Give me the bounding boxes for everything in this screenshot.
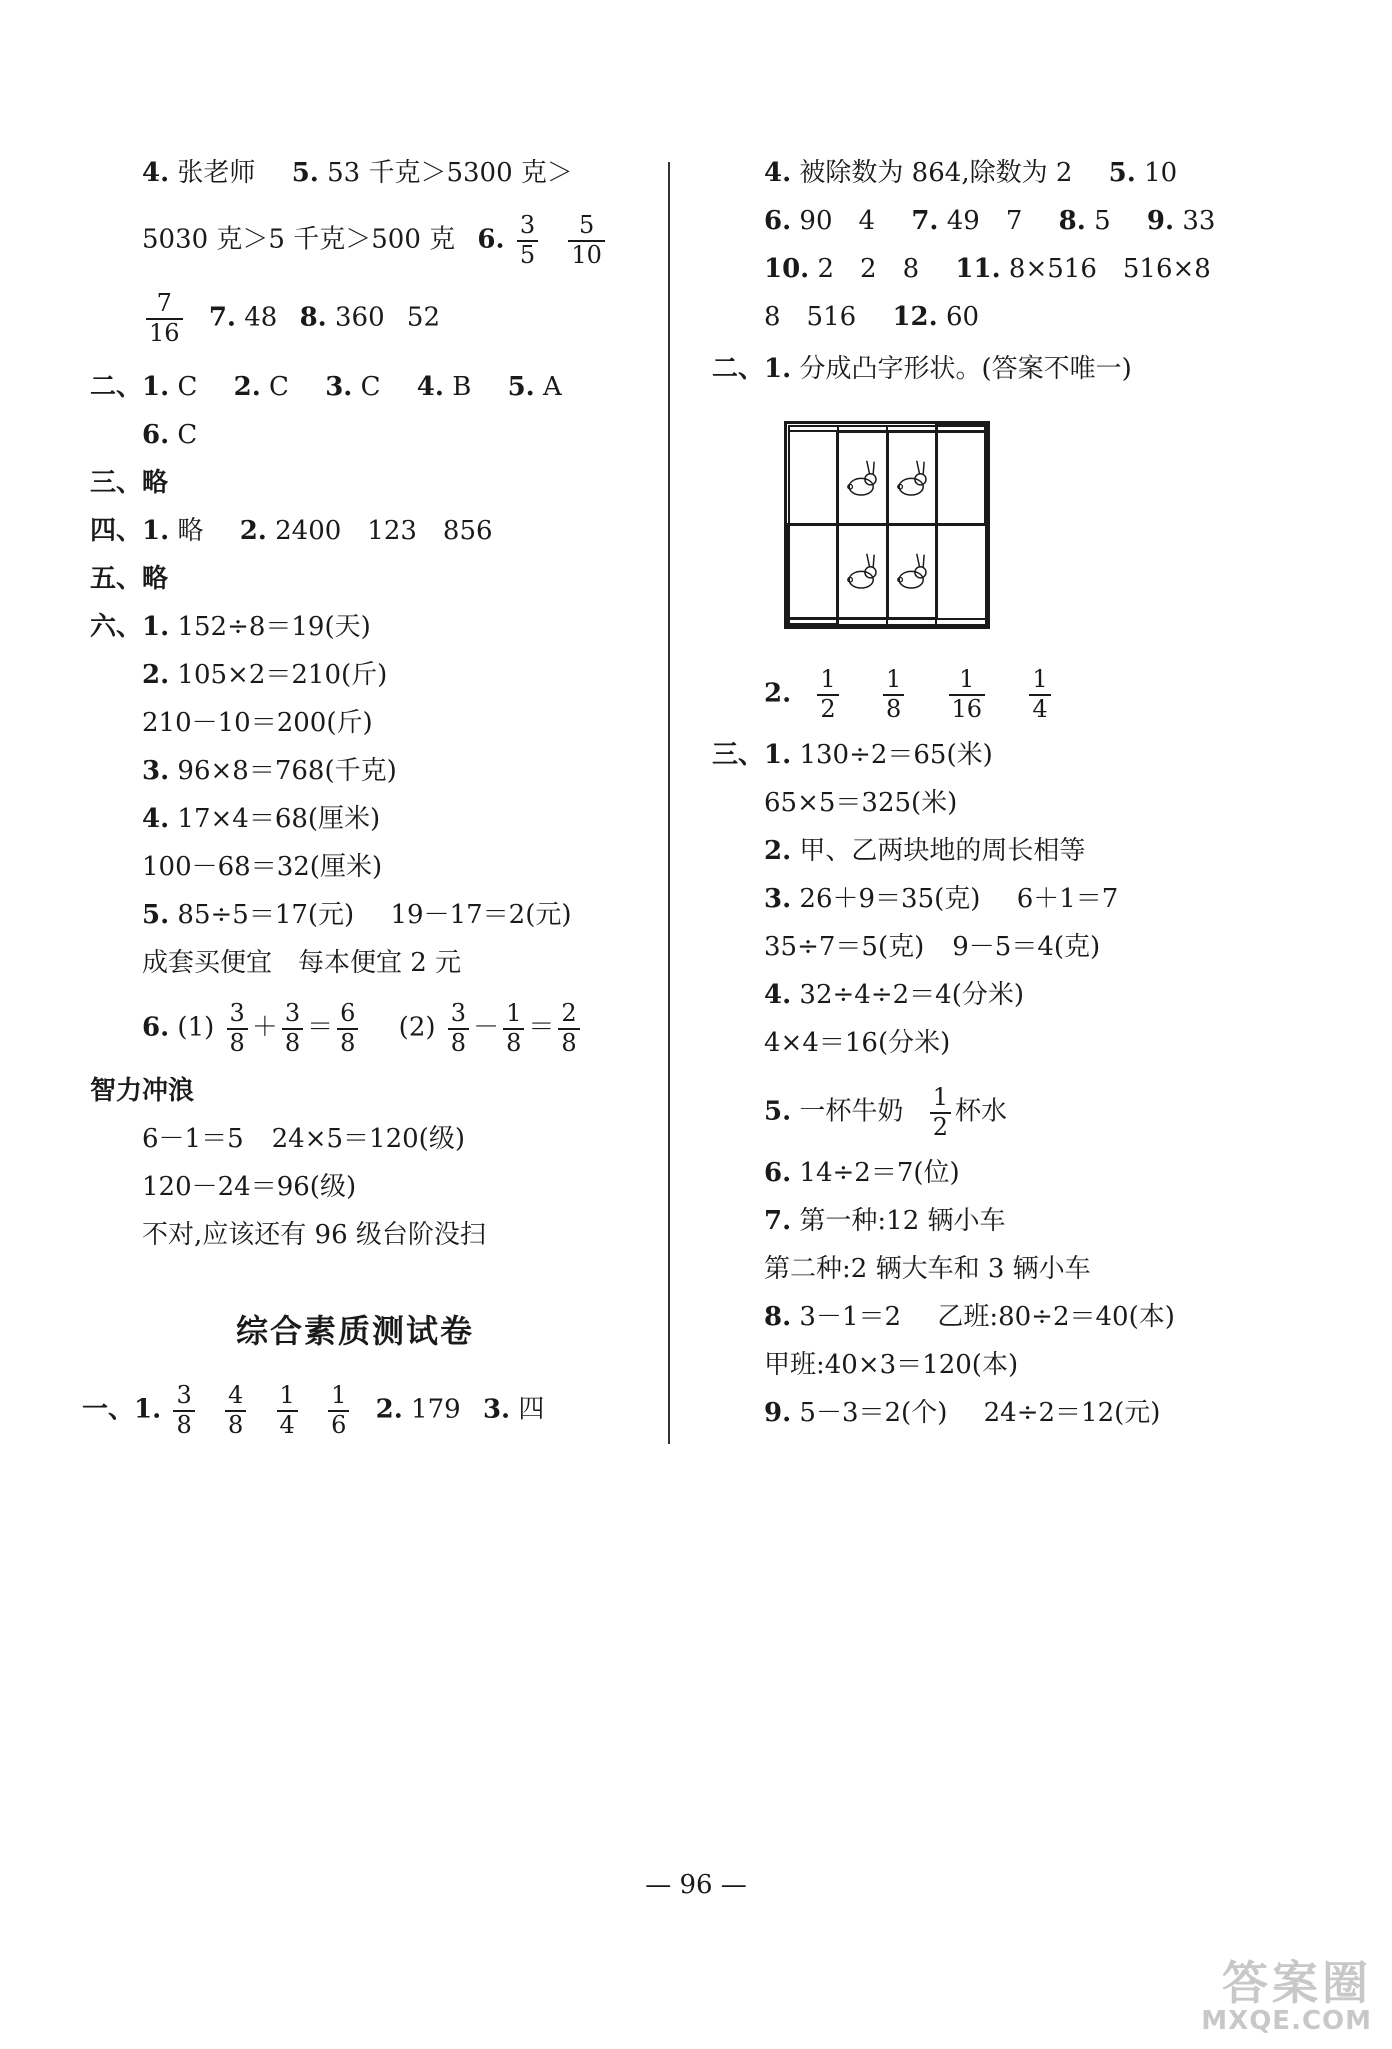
left-line-19: 6－1＝5 24×5＝120(级) bbox=[142, 1124, 465, 1154]
section-label: 四、 bbox=[90, 516, 143, 546]
section-label: 二、 bbox=[90, 372, 143, 402]
right-line-15: 6. 14÷2＝7(位) bbox=[764, 1158, 960, 1188]
left-line-11: 210－10＝200(斤) bbox=[142, 708, 373, 738]
rabbit-icon bbox=[889, 433, 935, 524]
page-number: — 96 — bbox=[645, 1870, 747, 1900]
right-line-18: 8. 3－1＝2 乙班:80÷2＝40(本) bbox=[764, 1302, 1175, 1332]
answer-text: 52 bbox=[406, 302, 441, 333]
left-line-15: 5. 85÷5＝17(元) 19－17＝2(元) bbox=[142, 900, 572, 930]
left-line-1 bbox=[142, 160, 573, 186]
fraction: $\frac{3}{5}$ bbox=[517, 212, 538, 269]
watermark-url: MXQE.COM bbox=[1201, 2005, 1372, 2036]
right-line-10: 3. 26＋9＝35(克) 6＋1＝7 bbox=[764, 884, 1119, 914]
answer-text: 360 bbox=[335, 302, 385, 333]
answer-text: 5030 克＞5 千克＞500 克 bbox=[142, 224, 456, 255]
item-number: 7. bbox=[208, 302, 236, 333]
left-line-16: 成套买便宜 每本便宜 2 元 bbox=[142, 948, 462, 978]
right-line-6: 2. $\frac{1}{2}$ $\frac{1}{8}$ $\frac{1}{16}$ $\frac{1}{4}$ bbox=[764, 666, 1055, 723]
left-line-8: 五、略 bbox=[90, 564, 169, 594]
section-heading: 智力冲浪 bbox=[90, 1076, 195, 1106]
left-line-3 bbox=[142, 290, 440, 347]
left-line-22: 一、1. $\frac{3}{8}$ $\frac{4}{8}$ $\frac{1}{4}$ $\frac{1}{6}$ 2. 179 3. 四 bbox=[82, 1381, 545, 1439]
section-title: 综合素质测试卷 bbox=[236, 1312, 475, 1350]
right-line-19: 甲班:40×3＝120(本) bbox=[764, 1350, 1019, 1380]
right-line-16: 7. 第一种:12 辆小车 bbox=[764, 1206, 1006, 1236]
right-line-2: 6. 90 4 7. 49 7 8. 5 9. 33 bbox=[764, 206, 1216, 236]
right-line-9: 2. 甲、乙两块地的周长相等 bbox=[764, 836, 1086, 866]
right-line-12: 4. 32÷4÷2＝4(分米) bbox=[764, 980, 1024, 1010]
rabbit-icon bbox=[839, 433, 885, 524]
item-number: 4. bbox=[142, 158, 170, 188]
left-line-9: 六、1. 152÷8＝19(天) bbox=[90, 612, 371, 642]
watermark bbox=[1201, 1956, 1372, 2036]
right-line-20: 9. 5－3＝2(个) 24÷2＝12(元) bbox=[764, 1398, 1161, 1428]
rabbit-icon bbox=[889, 526, 935, 617]
left-line-20: 120－24＝96(级) bbox=[142, 1172, 357, 1202]
left-line-13: 4. 17×4＝68(厘米) bbox=[142, 804, 381, 834]
left-line-18 bbox=[90, 1078, 194, 1104]
right-line-7: 三、1. 130÷2＝65(米) bbox=[712, 740, 993, 770]
left-line-17: 6. (1) $\frac{3}{8}$ ＋ $\frac{3}{8}$ ＝ $\frac{6}{8}$ (2) $\frac{3}{8}$ － $\frac{1}{8}$ ＝ $\frac{2}{8}$ bbox=[142, 1000, 584, 1057]
right-line-1: 4. 被除数为 864,除数为 2 5. 10 bbox=[764, 158, 1178, 188]
item-number: 5. bbox=[291, 158, 319, 188]
column-divider bbox=[668, 162, 670, 1444]
right-line-13: 4×4＝16(分米) bbox=[764, 1028, 951, 1058]
right-line-8: 65×5＝325(米) bbox=[764, 788, 958, 818]
left-line-4: 二、1. C 2. C 3. C 4. B 5. A bbox=[90, 372, 562, 402]
item-number: 8. bbox=[299, 302, 327, 333]
rabbit-icon bbox=[839, 526, 885, 617]
left-line-2 bbox=[142, 212, 609, 269]
section-label: 六、 bbox=[90, 612, 143, 642]
left-line-14: 100－68＝32(厘米) bbox=[142, 852, 383, 882]
section-label: 二、 bbox=[712, 354, 765, 384]
section-label: 三、 bbox=[90, 468, 143, 498]
right-line-3: 10. 2 2 8 11. 8×516 516×8 bbox=[764, 254, 1211, 284]
fraction: $\frac{7}{16}$ bbox=[146, 290, 183, 347]
fraction: $\frac{5}{10}$ bbox=[568, 212, 605, 269]
watermark-logo: 答案圈 bbox=[1222, 1956, 1372, 2011]
right-line-5: 二、1. 分成凸字形状。(答案不唯一) bbox=[712, 354, 1132, 384]
answer-text: 53 千克＞5300 克＞ bbox=[327, 158, 573, 188]
answer-text: 48 bbox=[244, 302, 278, 333]
item-number: 6. bbox=[477, 224, 505, 255]
right-line-11: 35÷7＝5(克) 9－5＝4(克) bbox=[764, 932, 1101, 962]
left-line-7: 四、1. 略 2. 2400 123 856 bbox=[90, 516, 493, 546]
right-line-4: 8 516 12. 60 bbox=[764, 302, 980, 332]
left-line-10: 2. 105×2＝210(斤) bbox=[142, 660, 388, 690]
answer-text: 张老师 bbox=[177, 158, 256, 188]
left-line-5: 6. C bbox=[142, 420, 198, 450]
left-line-6: 三、略 bbox=[90, 468, 169, 498]
left-line-12: 3. 96×8＝768(千克) bbox=[142, 756, 397, 786]
section-label: 三、 bbox=[712, 740, 765, 770]
right-line-14: 5. 一杯牛奶 $\frac{1}{2}$ 杯水 bbox=[764, 1083, 1007, 1141]
right-line-17: 第二种:2 辆大车和 3 辆小车 bbox=[764, 1254, 1091, 1284]
rabbit-grid bbox=[784, 421, 990, 629]
left-line-21: 不对,应该还有 96 级台阶没扫 bbox=[142, 1220, 486, 1250]
section-label: 五、 bbox=[90, 564, 143, 594]
section-label: 一、 bbox=[82, 1394, 135, 1425]
